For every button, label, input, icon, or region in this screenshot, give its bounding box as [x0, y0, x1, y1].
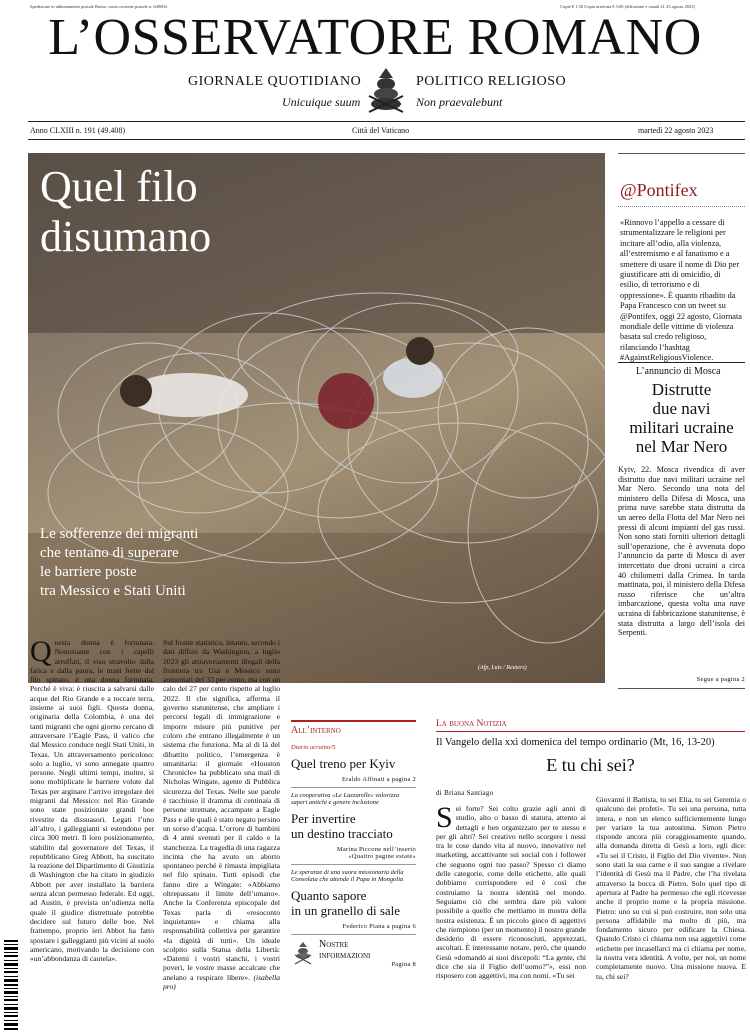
inside-item1-tag: Diario ucraino/5	[291, 744, 336, 751]
pontifex-tweet: «Rinnovo l’appello a cessare di strumentalizzare le religioni per incitare all’odio, alla violenza, all’estremismo e al fanatismo e a smettere di usare il nome di Dio per giustificare atti di omicidio, di esilio, di terrorismo e di oppressione». È quanto ribadito da Papa Francesco con un tweet su @Pontifex, oggi 22 agosto, Giornata mondiale delle vittime di violenza basata sul credo religioso, rilanciando l’hashtag #AgainstReligiousViolence.	[620, 218, 742, 363]
article-author: (isabella pro)	[163, 972, 280, 991]
article-column-2	[163, 638, 280, 1033]
news-body: Kyiv, 22. Mosca rivendica di aver distrutto due navi militari ucraine nel Mar Nero. Secondo una nota del ministero della Difesa di Mosca, una prima nave sarebbe stata distrutta da un aereo della Flotta del Mar Nero nei pressi di alcuni impianti del gas russi. Non sono stati forniti ulteriori dettagli sull’operazione, che è avvenuta dopo l’annuncio da parte di Mosca di aver intercettato due droni ucraini a circa 40 chilometri dalla Crimea. In tarda mattinata, poi, il ministero della Difesa russo riferisce che un’altra imbarcazione, questa volta una nave ucraina di fabbricazione statunitense, è stata distrutta a largo dell’isola dei Serpenti.	[618, 465, 745, 638]
headline-line: Per invertire	[291, 810, 356, 826]
inside-item2-author	[291, 846, 416, 860]
issue-date: martedì 22 agosto 2023	[638, 126, 714, 135]
city: Città del Vaticano	[352, 126, 410, 135]
footer-title	[319, 939, 370, 961]
headline-line-2: disumano	[40, 212, 212, 261]
caption-line: tra Messico e Stati Uniti	[40, 583, 186, 599]
inside-item1-headline[interactable]: Quel treno per Kyiv	[291, 755, 396, 771]
headline-line: in un granello di sale	[291, 902, 401, 918]
postal-info: Spedizione in abbonamento postale Roma, conto corrente postale n. 649004	[30, 4, 167, 9]
headline-line: nel Mar Nero	[635, 437, 728, 456]
inside-box	[291, 720, 416, 1032]
dropcap: S	[436, 804, 453, 834]
masthead-title: L’OSSERVATORE ROMANO	[48, 9, 702, 66]
hero-headline	[40, 162, 211, 262]
article-text: uesta donna è fortunata. Nonostante con i capelli arruffati, il viso stravolto dalla fatica e dalla paura, le mani ferite dal filo spinato, è una donna fortunata. Perché è viva: è riuscita a salvarsi dalle acque del Rio Grande e a toccare terra, insieme ai suoi figli. Questa donna, originaria della Colombia, è una dei tanti migranti che ogni giorno cercano di attraversare l’Eagle Pass, il valico che dal Messico conduce negli Stati Uniti, in Texas. Un attraversamento pericoloso: solo a luglio, vi sono annegate quattro persone. Negli ultimi tempi, inoltre, si sono moltiplicate le barriere volute dal Texas per arginare l’arrivo irregolare dei migranti dal Messico: nel Rio Grande sono state posizionate grandi boe rivestite da dissuasori. Legati l’uno all’altro, i galleggianti si estendono per circa 300 metri. Il loro posizionamento, stabilito dal governatore del Texas, il repubblicano Greg Abbott, ha suscitato la reazione del Dipartimento di Giustizia di Washington che ha citato in giudizio Abbott per aver installato la barriera senza alcun permesso federale. Ed oggi, ad Austin, è prevista un’udienza nella quale il giudice distrettuale potrebbe decidere sul futuro delle boe. Nel frattempo, proprio ieri Abbot ha fatto spostare i galleggianti più vicini al suolo americano, motivando la decisione con «un’abbondanza di cautela».	[30, 638, 154, 964]
footer-line: informazioni	[319, 949, 371, 961]
gospel-subtitle: Il Vangelo della xxi domenica del tempo ordinario (Mt, 16, 13-20)	[436, 737, 715, 748]
vatican-emblem-icon	[293, 941, 313, 965]
article-column-1	[30, 638, 154, 1033]
headline-line: due navi	[652, 399, 711, 418]
photo-credit: (Afp, Luis / Reuters)	[478, 665, 527, 671]
caption-line: che tentano di superare	[40, 545, 179, 561]
gospel-kicker: La buona Notizia	[436, 719, 507, 729]
headline-line-1: Quel filo	[40, 162, 198, 211]
inside-item1-author: Eraldo Affinati a pagina 2	[341, 775, 416, 783]
author-line: Marina Piccone nell’inserto	[336, 845, 416, 853]
gospel-text: ei forte? Sei colto grazie agli anni di studio, alto o basso di statura, attento ai dettagli e ben organizzato per te stesso e per gli altri? Sei creativo nello scorgere i nessi tra le cose dando vita al nuovo, innovativo nel marketing, accattivante sui social con i follower che seguono ogni tuo passo? Spesso ci diamo delle categorie, come delle etichette, alle quali dobbiamo corrispondere ed è così che costruiamo la nostra identità nel mondo. Seguiamo ciò che sembra dare più valore possibile a quello che mettiamo in mostra della nostra esistenza. È un piccolo gioco di aggettivi che riempiono (per un momento) il nostro grande desiderio di essere riconosciuti, apprezzati, ascoltati. È interessante notare, però, che quando Gesù «domandò ai suoi discepoli: “La gente, chi dice che sia il Figlio dell’uomo?”», essi non risposero con aggettivi, ma con nomi. «Tu sei	[436, 804, 586, 981]
follow-page[interactable]: Segue a pagina 2	[696, 676, 745, 683]
motto-right: Non praevalebunt	[416, 95, 503, 109]
inside-item2-tag: La cooperativa «Le Lazzarelle» valorizza saperi antichi e genere inclusione	[291, 791, 400, 806]
gospel-column-2	[596, 795, 746, 1032]
news-kicker: L’annuncio di Mosca	[636, 366, 721, 377]
inside-item2-headline[interactable]	[291, 811, 416, 841]
price-info: Copie € 1,50 Copia arretrata € 3,00 (diffusione e canali 21 23 agosto 2023)	[560, 4, 696, 9]
footer-page: Pagina 8	[391, 960, 416, 968]
caption-line: Le sofferenze dei migranti	[40, 526, 199, 542]
headline-line: Quanto sapore	[291, 887, 367, 903]
motto-left: Unicuique suum	[282, 95, 361, 109]
footer-line: Nostre	[319, 938, 349, 950]
inside-item3-headline[interactable]	[291, 888, 416, 918]
headline-line: militari ucraine	[629, 418, 734, 437]
headline-line: un destino tracciato	[291, 825, 393, 841]
papal-emblem-icon	[363, 66, 409, 118]
gospel-text: Giovanni il Battista, tu sei Elia, tu sei Geremia o qualcuno dei profeti». Tu sei una persona, tutta intera, e non un elenco sufficientemente lungo per variare la tua autostima. Simon Pietro risponde ancora più coraggiosamente quando, alla domanda diretta di Gesù a loro, egli dice: «Tu sei il Cristo, il Figlio del Dio vivente». Non sono stati la sua carne e il suo sangue a rivelare l’identità di Gesù ma il Padre, che l’ha rivelata attraverso la bocca di Pietro. Solo quel tipo di apertura al Padre ha permesso che egli ricevesse anche il proprio nome e la propria missione. Pietro: uno su cui si può costruire, non solo una persona affidabile ma molto di più, ma fondamento sicuro per edificare la Chiesa. Quando Cristo ci chiama non usa aggettivi come etichette per incasellarci ma ci chiama per nome, la nostra vera identità. A volte, per noi, un nome completamente nuovo. Una missione nuova. E tu, chi sei?	[596, 795, 746, 981]
inside-item3-author: Federico Piana a pagina 6	[342, 922, 416, 930]
masthead-sub-right: POLITICO RELIGIOSO	[416, 74, 567, 89]
gospel-author: di Briana Santiago	[436, 789, 494, 797]
masthead-sub-left: GIORNALE QUOTIDIANO	[188, 74, 362, 89]
issue-number: Anno CLXIII n. 191 (49.408)	[30, 126, 126, 135]
headline-line: Distrutte	[651, 380, 712, 399]
author-line: «Quattro pagine estate»	[348, 852, 416, 860]
caption-line: le barriere poste	[40, 564, 137, 580]
barcode-icon	[4, 940, 18, 1030]
inside-title: All’interno	[291, 725, 341, 736]
dropcap: Q	[30, 638, 52, 668]
gospel-column-1	[436, 804, 586, 1032]
article-text: Sul fronte statistico, intanto, secondo i dati diffusi da Washington, a luglio 2023 gli attraversamenti illegali della frontiera tra Usa e Messico sono aumentati del 33 per cento, ma con un calo del 27 per cento rispetto al luglio 2022. Il che significa, afferma il governo statunitense, che ampliare i percorsi legali di immigrazione e imporre misure più punitive per coloro che entrano illegalmente è un sistema che funziona. Ma al di là del dibattito politico, l’emergenza è umanitaria: il giornale «Houston Chronicle» ha pubblicato una mail di Nicholas Wingate, agente di Pubblica sicurezza del Texas. Nelle sue parole è racchiuso il dramma di centinaia di persone stremate, accampate a Eagle Pass e alle quali è stato negato persino un sorso d’acqua. L’orrore di bambini di 4 anni svenuti per il caldo e la stanchezza. La tragedia di una ragazza incinta che ha avuto un aborto spontaneo perché è rimasta impigliata nel filo spinato. Tutti episodi che fanno dire a Wingate: «Abbiamo oltrepassato il limite dell’umano». Anche la Conferenza episcopale del Texas parla di «resoconto inquietante» e chiama alla responsabilità collettiva per garantire «la dignità di tutti». Un ideale scolpito sulla Statua della Libertà: «Datemi i vostri stanchi, i vostri poveri, le vostre masse accalcate che anelano a respirare libere».	[163, 638, 280, 982]
inside-item3-tag: Le speranze di una suora missionaria della Consolata che attende il Papa in Mongolia	[291, 868, 404, 883]
hero-caption	[40, 525, 198, 601]
news-headline	[618, 380, 745, 456]
pontifex-handle[interactable]: @Pontifex	[620, 180, 698, 200]
gospel-title: E tu chi sei?	[546, 755, 635, 775]
